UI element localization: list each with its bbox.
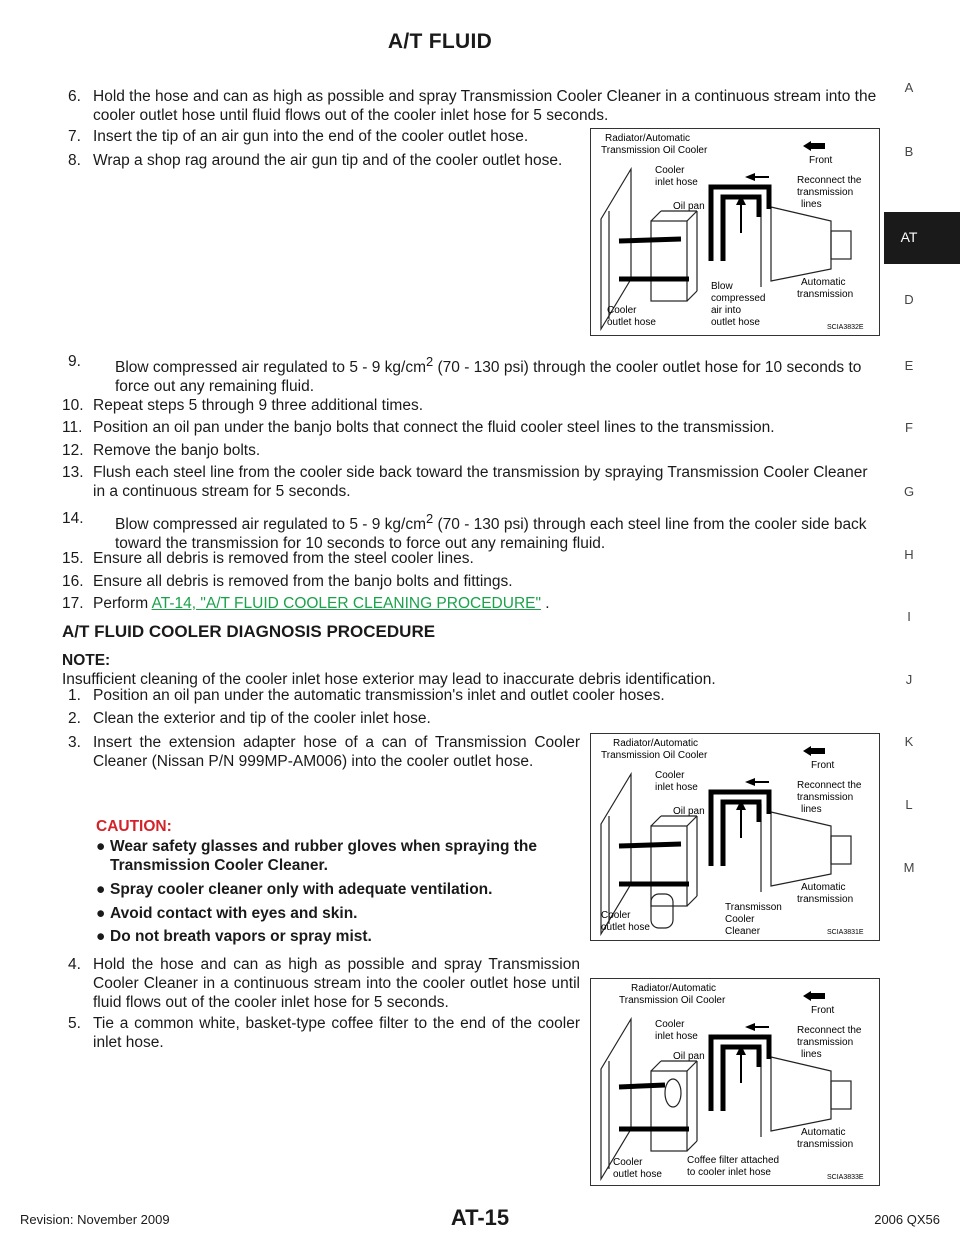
side-letter-b[interactable]: B (904, 144, 914, 159)
transmission-body (771, 812, 831, 886)
side-letter-i[interactable]: I (907, 609, 911, 624)
step-number: 11. (62, 419, 83, 436)
caution-label: CAUTION: (96, 818, 172, 835)
side-letter-k[interactable]: K (904, 734, 914, 749)
figure-code: SCIA3832E (827, 324, 864, 331)
label-auto2: transmission (797, 894, 854, 905)
step-number: 10. (62, 397, 84, 414)
step-text: Insert the extension adapter hose of a can of Transmission Cooler Cleaner (Nissan P/N 999MP-AM006) into the cooler outlet hose. (93, 734, 580, 770)
figure-spray-cleaner (590, 733, 880, 941)
side-tab-active[interactable] (884, 212, 960, 264)
step-8 (68, 151, 580, 170)
step-text-b: (70 - 130 psi) through the cooler outlet hose for 10 seconds to force out any remaining fluid. (115, 359, 862, 396)
label-auto1: Automatic (801, 882, 846, 893)
bullet-icon: ● (96, 905, 106, 922)
label-front: Front (809, 155, 833, 166)
footer-model: 2006 QX56 (874, 1212, 940, 1227)
step-text: Position an oil pan under the banjo bolts that connect the fluid cooler steel lines to the transmission. (93, 419, 775, 436)
superscript: 2 (426, 354, 434, 369)
label-reconnect3: lines (801, 804, 822, 815)
label-reconnect2: transmission (797, 1037, 854, 1048)
step-number: 3. (68, 734, 81, 751)
caution-item (96, 880, 580, 899)
step-text: Flush each steel line from the cooler side back toward the transmission by spraying Transmission Cooler Cleaner in a continuous stream for 5 seconds. (93, 464, 868, 500)
step-text: Ensure all debris is removed from the steel cooler lines. (93, 550, 474, 567)
step-number: 4. (68, 956, 81, 973)
caution-item (96, 904, 580, 923)
step-text: Hold the hose and can as high as possible and spray Transmission Cooler Cleaner in a continuous stream into the cooler outlet hose until fluid flows out of the cooler inlet hose for 5 seconds. (93, 88, 877, 124)
page-title: A/T FLUID (387, 30, 493, 53)
caution-item (96, 837, 580, 875)
step-text-a: Perform (93, 595, 152, 612)
bullet-icon: ● (96, 928, 106, 945)
diag-step-4 (62, 955, 580, 1012)
figure-code: SCIA3833E (827, 1174, 864, 1181)
label-extra3: air into (711, 305, 742, 316)
diag-step-5 (62, 1014, 580, 1052)
label-outlet1: Cooler (607, 305, 637, 316)
cross-reference-link[interactable]: AT-14, "A/T FLUID COOLER CLEANING PROCEDURE" (151, 595, 541, 612)
label-title2: Transmission Oil Cooler (601, 145, 708, 156)
step-number: 9. (68, 353, 81, 370)
side-letter-e[interactable]: E (904, 358, 914, 373)
label-oilpan: Oil pan (673, 1051, 705, 1062)
step-number: 8. (68, 152, 81, 169)
side-letter-f[interactable]: F (905, 420, 913, 435)
caution-item (96, 927, 580, 946)
label-extra1: Transmisson (725, 902, 782, 913)
side-letter-l[interactable]: L (905, 797, 913, 812)
step-number: 6. (68, 88, 81, 105)
cooler-panel (601, 1019, 631, 1179)
step-number: 15. (62, 550, 84, 567)
note-text: Insufficient cleaning of the cooler inlet hose exterior may lead to inaccurate debris identification. (62, 671, 716, 688)
step-text: Wrap a shop rag around the air gun tip and of the cooler outlet hose. (93, 152, 563, 169)
label-outlet2: outlet hose (607, 317, 656, 328)
figure-blow-air (590, 128, 880, 336)
label-auto1: Automatic (801, 277, 846, 288)
step-text-a: Blow compressed air regulated to 5 - 9 kg/cm (115, 359, 426, 377)
step-10 (62, 396, 880, 415)
label-extra1: Coffee filter attached (687, 1155, 780, 1166)
caution-text: Do not breath vapors or spray mist. (110, 928, 372, 945)
label-extra1: Blow (711, 281, 733, 292)
step-7 (68, 127, 580, 146)
label-outlet1: Cooler (613, 1157, 643, 1168)
label-title2: Transmission Oil Cooler (619, 995, 726, 1006)
label-front: Front (811, 1005, 835, 1016)
caution-text: Wear safety glasses and rubber gloves when spraying the Transmission Cooler Cleaner. (110, 838, 537, 874)
diag-step-3 (62, 733, 580, 771)
step-number: 12. (62, 442, 84, 459)
step-text-a: Blow compressed air regulated to 5 - 9 kg/cm (115, 516, 426, 534)
step-17 (62, 594, 880, 613)
caution-text: Spray cooler cleaner only with adequate ventilation. (110, 881, 493, 898)
footer-page-number: AT-15 (450, 1205, 510, 1230)
step-text: Hold the hose and can as high as possible and spray Transmission Cooler Cleaner in a continuous stream into the cooler outlet hose until fluid flows out of the cooler inlet hose for 5 seconds. (93, 956, 580, 1011)
label-inlet1: Cooler (655, 165, 685, 176)
step-text-b: . (540, 595, 550, 612)
label-reconnect1: Reconnect the (797, 1025, 862, 1036)
label-auto2: transmission (797, 289, 854, 300)
bullet-icon: ● (96, 838, 106, 855)
figure-code: SCIA3831E (827, 929, 864, 936)
label-extra3: Cleaner (725, 926, 761, 937)
caution-text: Avoid contact with eyes and skin. (110, 905, 358, 922)
label-inlet2: inlet hose (655, 177, 698, 188)
step-number: 16. (62, 573, 84, 590)
label-front: Front (811, 760, 835, 771)
side-index (884, 0, 960, 1242)
label-auto2: transmission (797, 1139, 854, 1150)
step-number: 14. (62, 510, 84, 527)
note-label: NOTE: (62, 652, 111, 669)
step-text: Ensure all debris is removed from the banjo bolts and fittings. (93, 573, 513, 590)
side-tab-label: AT (900, 229, 918, 245)
step-text: Repeat steps 5 through 9 three additional times. (93, 397, 424, 414)
step-number: 2. (68, 710, 81, 727)
figure-coffee-filter (590, 978, 880, 1186)
label-title1: Radiator/Automatic (605, 133, 691, 144)
label-reconnect3: lines (801, 1049, 822, 1060)
label-reconnect1: Reconnect the (797, 780, 862, 791)
label-outlet2: outlet hose (613, 1169, 662, 1180)
label-reconnect1: Reconnect the (797, 175, 862, 186)
step-text-b: (70 - 130 psi) through each steel line from the cooler side back toward the transmission for 10 seconds to force out any remaining fluid. (115, 516, 867, 553)
label-inlet2: inlet hose (655, 1031, 698, 1042)
label-inlet1: Cooler (655, 1019, 685, 1030)
diag-step-2 (62, 709, 880, 728)
transmission-body (771, 1057, 831, 1131)
label-reconnect3: lines (801, 199, 822, 210)
side-letter-g[interactable]: G (903, 484, 915, 499)
label-outlet1: Cooler (601, 910, 631, 921)
step-text (62, 594, 880, 613)
side-letter-d[interactable]: D (904, 292, 914, 307)
side-letter-a[interactable]: A (904, 80, 914, 95)
label-outlet2: outlet hose (601, 922, 650, 933)
footer-revision: Revision: November 2009 (20, 1212, 170, 1227)
superscript: 2 (426, 511, 434, 526)
figure-diagram (591, 734, 879, 940)
step-number: 7. (68, 128, 81, 145)
step-number: 13. (62, 464, 84, 481)
label-extra2: compressed (711, 293, 766, 304)
figure-diagram (591, 129, 879, 335)
label-auto1: Automatic (801, 1127, 846, 1138)
label-inlet1: Cooler (655, 770, 685, 781)
step-number: 1. (68, 687, 81, 704)
bullet-icon: ● (96, 881, 106, 898)
step-number: 17. (62, 595, 84, 612)
label-inlet2: inlet hose (655, 782, 698, 793)
label-title1: Radiator/Automatic (613, 738, 699, 749)
step-text (62, 509, 880, 553)
label-title2: Transmission Oil Cooler (601, 750, 708, 761)
label-title1: Radiator/Automatic (631, 983, 717, 994)
step-13 (62, 463, 880, 501)
step-12 (62, 441, 880, 460)
step-6 (68, 87, 880, 125)
diag-step-1 (62, 686, 880, 705)
side-letter-h[interactable]: H (904, 547, 914, 562)
label-extra2: Cooler (725, 914, 755, 925)
step-16 (62, 572, 880, 591)
side-letter-m[interactable]: M (903, 860, 915, 875)
step-text: Clean the exterior and tip of the cooler inlet hose. (93, 710, 431, 727)
label-extra2: to cooler inlet hose (687, 1167, 771, 1178)
step-text: Remove the banjo bolts. (93, 442, 261, 459)
step-15 (62, 549, 880, 568)
step-9 (68, 352, 880, 396)
side-letter-j[interactable]: J (905, 672, 913, 687)
section-heading: A/T FLUID COOLER DIAGNOSIS PROCEDURE (62, 622, 436, 641)
label-extra4: outlet hose (711, 317, 760, 328)
step-11 (62, 418, 880, 437)
label-reconnect2: transmission (797, 187, 854, 198)
step-number: 5. (68, 1015, 81, 1032)
coffee-filter (665, 1079, 681, 1107)
transmission-body (771, 207, 831, 281)
step-text (68, 352, 880, 396)
label-oilpan: Oil pan (673, 806, 705, 817)
figure-diagram (591, 979, 879, 1185)
step-text: Tie a common white, basket-type coffee filter to the end of the cooler inlet hose. (93, 1015, 580, 1051)
label-reconnect2: transmission (797, 792, 854, 803)
label-oilpan: Oil pan (673, 201, 705, 212)
step-text: Insert the tip of an air gun into the end of the cooler outlet hose. (93, 128, 529, 145)
spray-can (651, 894, 673, 928)
step-14 (62, 509, 880, 553)
step-text: Position an oil pan under the automatic transmission's inlet and outlet cooler hoses. (93, 687, 665, 704)
